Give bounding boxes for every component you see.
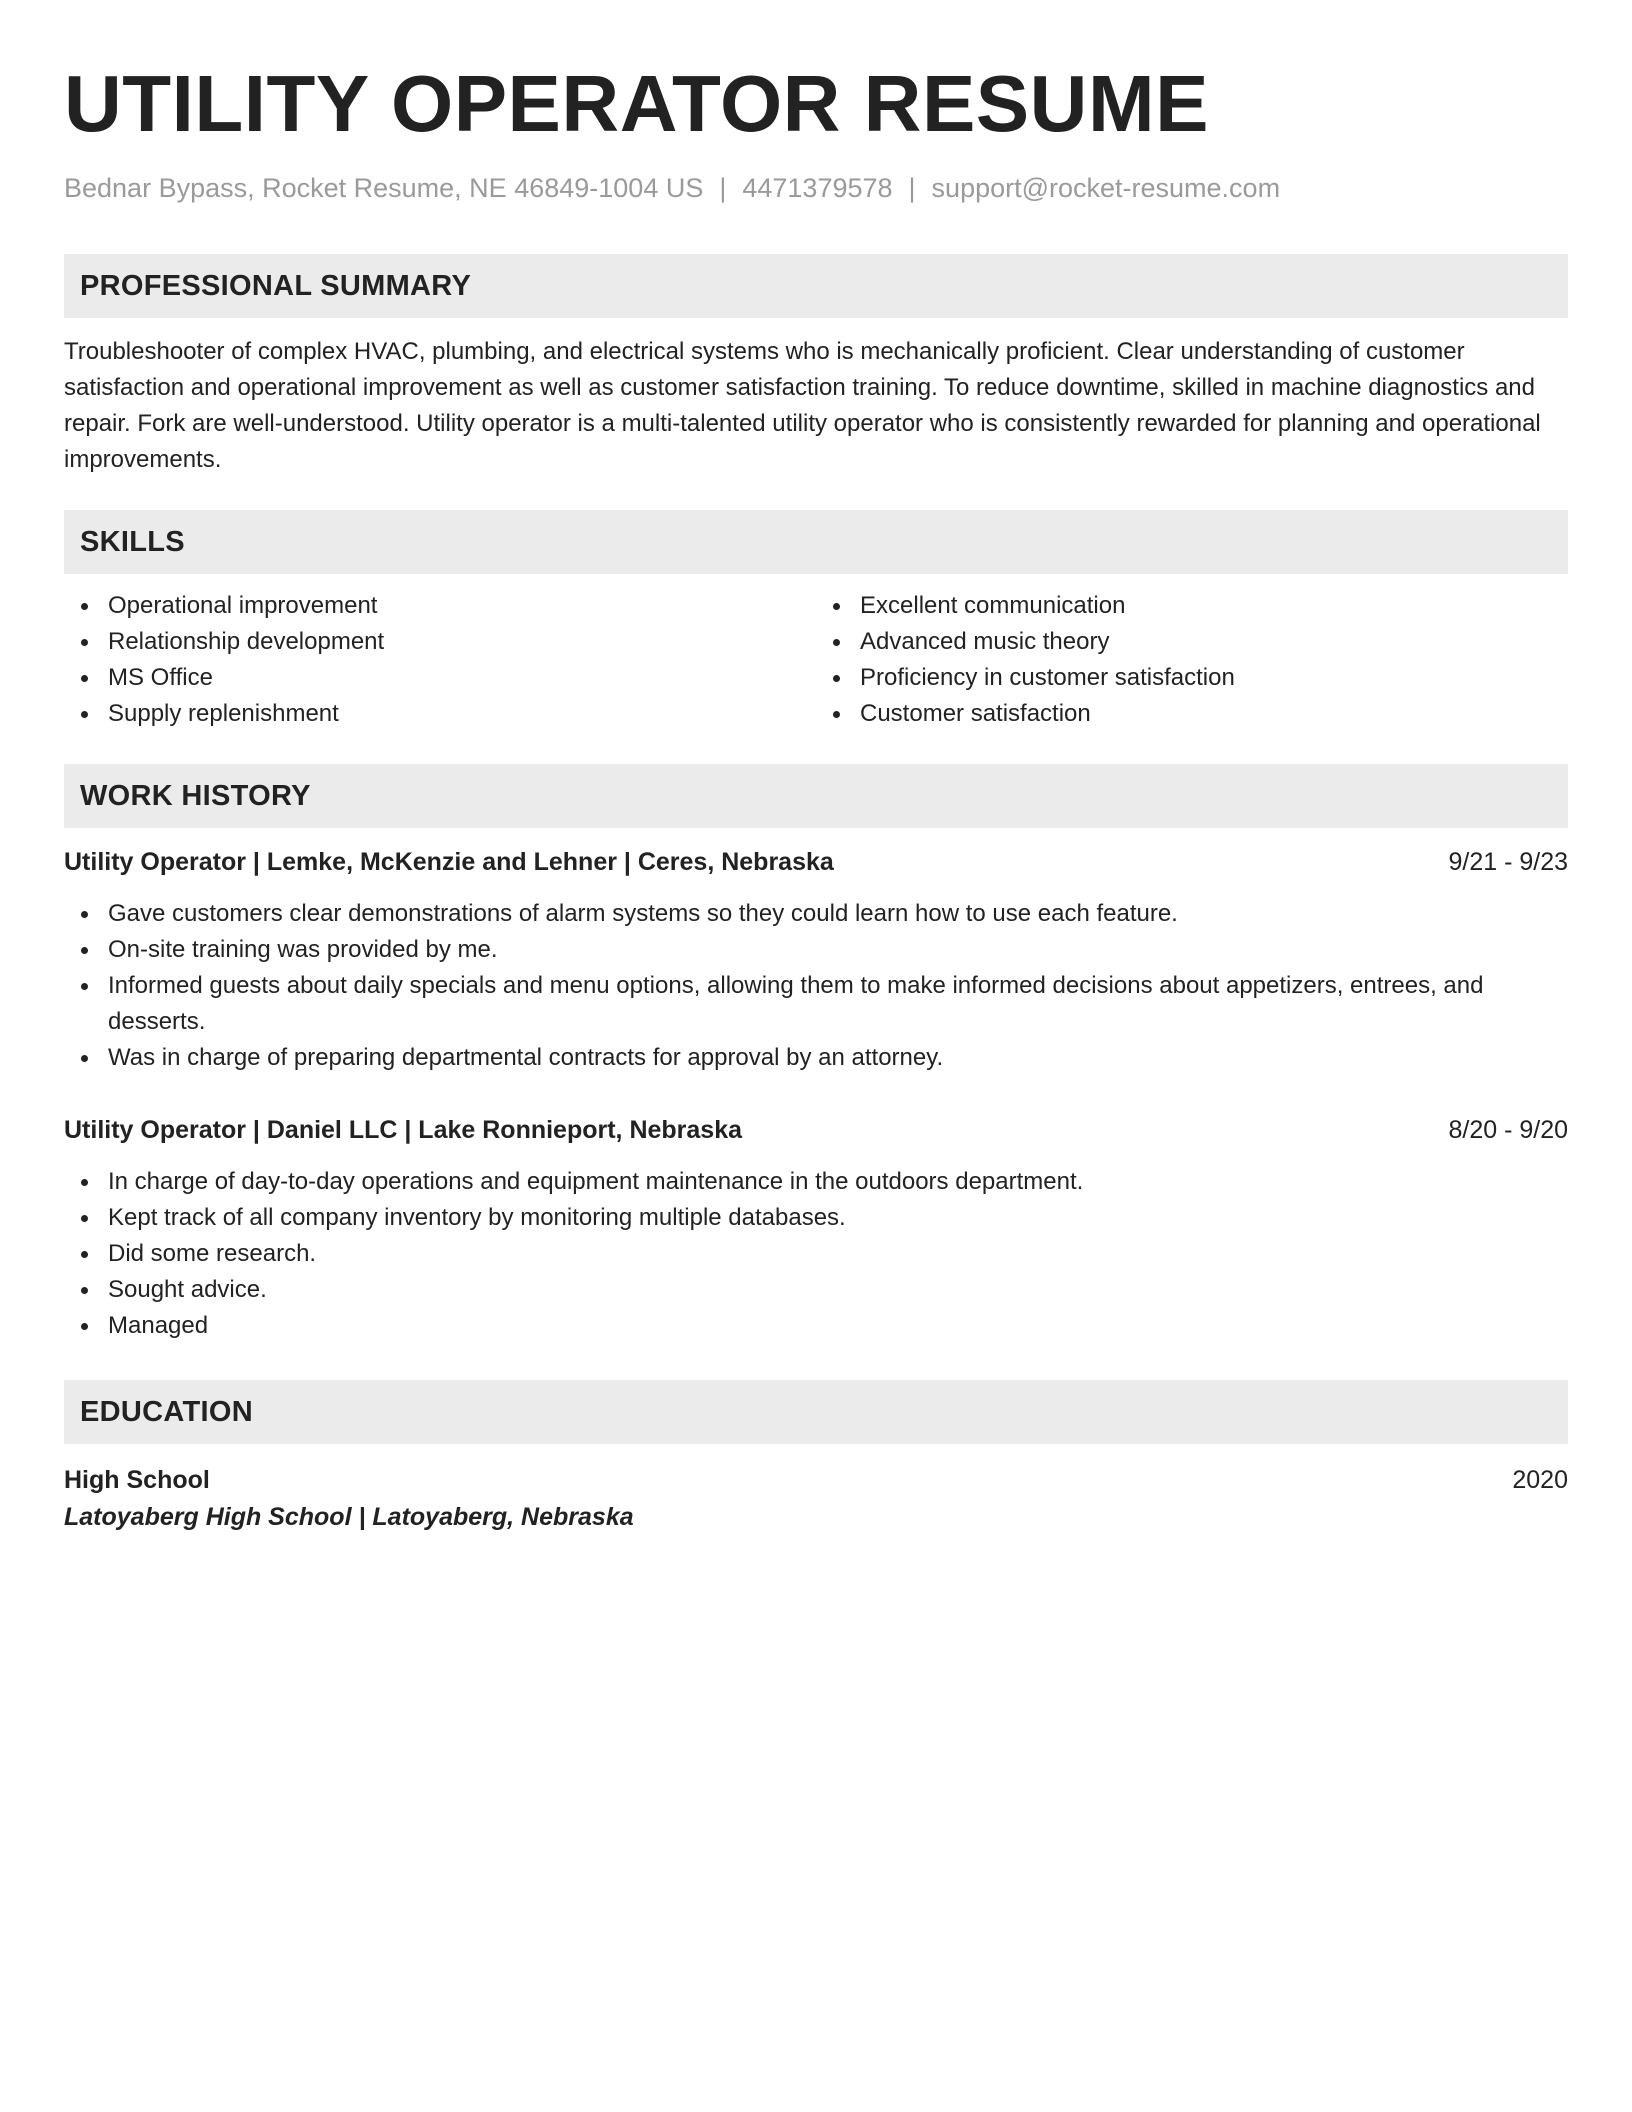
- education-year: 2020: [1512, 1466, 1568, 1494]
- job-dates: 9/21 - 9/23: [1448, 848, 1568, 876]
- job-bullet: Gave customers clear demonstrations of alarm systems so they could learn how to use each feature.: [64, 896, 1568, 932]
- contact-address: Bednar Bypass, Rocket Resume, NE 46849-1004 US: [64, 173, 704, 203]
- contact-phone: 4471379578: [742, 173, 893, 203]
- job-header: [64, 1112, 1568, 1148]
- job-bullets: [64, 896, 1568, 1076]
- section-heading-education: EDUCATION: [64, 1380, 1568, 1444]
- skills-column-left: [64, 588, 816, 732]
- job-dates: 8/20 - 9/20: [1448, 1116, 1568, 1144]
- job-bullet: Sought advice.: [64, 1272, 1568, 1308]
- skill-item: Advanced music theory: [816, 624, 1568, 660]
- education-degree: High School: [64, 1466, 210, 1494]
- section-heading-work-history: WORK HISTORY: [64, 764, 1568, 828]
- contact-line: [64, 170, 1568, 206]
- section-heading-summary: PROFESSIONAL SUMMARY: [64, 254, 1568, 318]
- job-entry: [64, 844, 1568, 1076]
- contact-email: support@rocket-resume.com: [931, 173, 1281, 203]
- contact-separator: |: [908, 173, 916, 203]
- skill-item: Customer satisfaction: [816, 696, 1568, 732]
- summary-text: Troubleshooter of complex HVAC, plumbing, and electrical systems who is mechanically proficient. Clear understanding of customer satisfaction and operational improvement as well as customer satisfaction training. To reduce downtime, skilled in machine diagnostics and repair. Fork are well-understood. Utility operator is a multi-talented utility operator who is consistently rewarded for planning and operational improvements.: [64, 338, 1541, 473]
- job-bullet: In charge of day-to-day operations and equipment maintenance in the outdoors department.: [64, 1164, 1568, 1200]
- skill-item: Relationship development: [64, 624, 816, 660]
- skill-item: Supply replenishment: [64, 696, 816, 732]
- resume-title: UTILITY OPERATOR RESUME: [64, 59, 1209, 148]
- job-bullet: Managed: [64, 1308, 1568, 1344]
- education-header: [64, 1462, 1568, 1498]
- job-title: Utility Operator | Lemke, McKenzie and Lehner | Ceres, Nebraska: [64, 848, 834, 876]
- job-title: Utility Operator | Daniel LLC | Lake Ronnieport, Nebraska: [64, 1116, 743, 1144]
- job-bullet: On-site training was provided by me.: [64, 932, 1568, 968]
- education-school: Latoyaberg High School | Latoyaberg, Nebraska: [64, 1503, 634, 1531]
- skills-column-right: [816, 588, 1568, 732]
- job-entry: [64, 1112, 1568, 1344]
- skills-grid: [64, 588, 1568, 732]
- job-bullets: [64, 1164, 1568, 1344]
- job-bullet: Was in charge of preparing departmental contracts for approval by an attorney.: [64, 1040, 1568, 1076]
- education-entry: [64, 1462, 1568, 1536]
- skill-item: Operational improvement: [64, 588, 816, 624]
- contact-separator: |: [719, 173, 727, 203]
- job-bullet: Kept track of all company inventory by monitoring multiple databases.: [64, 1200, 1568, 1236]
- job-bullet: Informed guests about daily specials and menu options, allowing them to make informed decisions about appetizers, entrees, and desserts.: [64, 968, 1568, 1040]
- skill-item: Proficiency in customer satisfaction: [816, 660, 1568, 696]
- section-heading-skills: SKILLS: [64, 510, 1568, 574]
- job-bullet: Did some research.: [64, 1236, 1568, 1272]
- job-header: [64, 844, 1568, 880]
- skill-item: Excellent communication: [816, 588, 1568, 624]
- skill-item: MS Office: [64, 660, 816, 696]
